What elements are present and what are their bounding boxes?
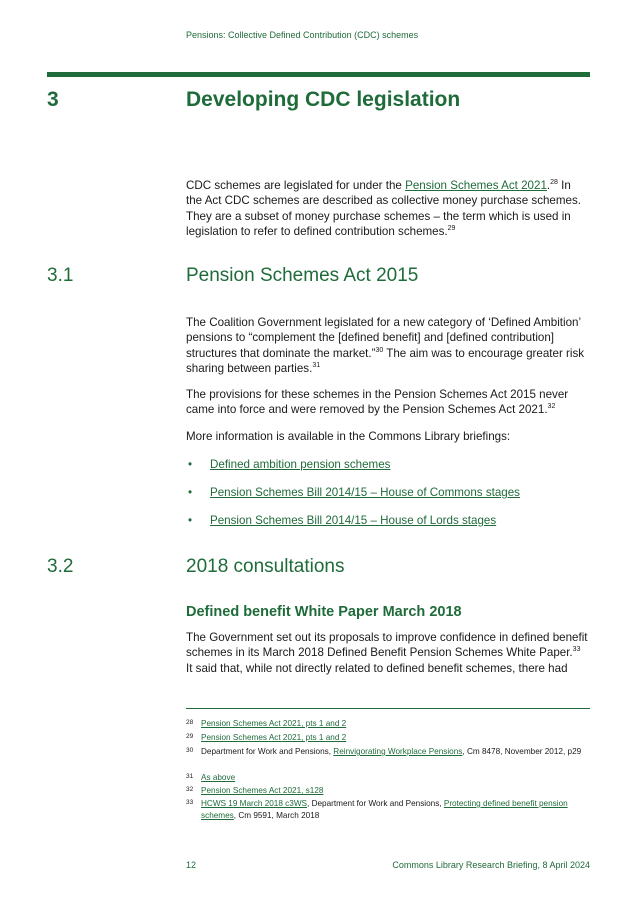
text: , Cm 8478, November 2012, p29 bbox=[462, 747, 582, 756]
section-title: Developing CDC legislation bbox=[186, 88, 461, 111]
section32-paragraph bbox=[186, 630, 590, 676]
running-header: Pensions: Collective Defined Contribution (CDC) schemes bbox=[186, 30, 419, 40]
footnote-link[interactable]: Pension Schemes Act 2021, pts 1 and 2 bbox=[201, 719, 347, 728]
footnote-number: 28 bbox=[186, 719, 194, 726]
footnote-number: 33 bbox=[186, 799, 194, 806]
briefing-link[interactable]: Defined ambition pension schemes bbox=[210, 458, 391, 471]
subheading: Defined benefit White Paper March 2018 bbox=[186, 604, 462, 620]
footnote-number: 31 bbox=[186, 773, 194, 780]
section3-paragraph bbox=[186, 178, 590, 239]
bullet-dot: • bbox=[188, 486, 193, 499]
text: . bbox=[546, 179, 551, 192]
text: , Cm 9591, March 2018 bbox=[233, 811, 320, 820]
pension-schemes-act-2021-link[interactable]: Pension Schemes Act 2021 bbox=[405, 179, 547, 192]
section-number: 3 bbox=[47, 88, 59, 111]
subsection-title: Pension Schemes Act 2015 bbox=[186, 265, 419, 286]
footnote-ref[interactable]: 31 bbox=[312, 362, 321, 370]
briefing-link[interactable]: Pension Schemes Bill 2014/15 – House of Commons stages bbox=[210, 486, 520, 499]
bullet-dot: • bbox=[188, 458, 193, 471]
footnote-link[interactable]: Pension Schemes Act 2021, pts 1 and 2 bbox=[201, 733, 347, 742]
footnote-number: 30 bbox=[186, 747, 194, 754]
text: The Government set out its proposals to improve confidence in defined benefit schemes in its March 2018 Defined Benefit Pension Schemes White Paper. bbox=[186, 631, 588, 660]
subsection-number: 3.1 bbox=[47, 265, 74, 286]
footnote-ref[interactable]: 29 bbox=[447, 225, 456, 233]
text: CDC schemes are legislated for under the bbox=[186, 179, 406, 192]
footnote-link[interactable]: Protecting defined benefit pension schemes bbox=[201, 799, 568, 820]
footnote-link[interactable]: HCWS 19 March 2018 c3WS bbox=[201, 799, 308, 808]
section31-paragraph-1 bbox=[186, 315, 590, 376]
footnote-link[interactable]: Reinvigorating Workplace Pensions bbox=[333, 747, 463, 756]
section31-paragraph-2 bbox=[186, 387, 590, 418]
briefing-link[interactable]: Pension Schemes Bill 2014/15 – House of Lords stages bbox=[210, 514, 497, 527]
text: The provisions for these schemes in the Pension Schemes Act 2015 never came into force and were removed by the Pension Schemes Act 2021. bbox=[186, 388, 569, 417]
text: The aim was to encourage greater risk sharing between parties. bbox=[186, 346, 585, 375]
footnote-link[interactable]: As above bbox=[201, 773, 236, 782]
text: It said that, while not directly related to defined benefit schemes, there had bbox=[186, 661, 568, 675]
text: In the Act CDC schemes are described as collective money purchase schemes. They are a subset of money purchase schemes – the term which is used in legislation to refer to defined contribution schemes. bbox=[186, 179, 582, 238]
section31-paragraph-3: More information is available in the Commons Library briefings: bbox=[186, 430, 511, 443]
footnote-number: 29 bbox=[186, 733, 194, 740]
publication-footer: Commons Library Research Briefing, 8 April 2024 bbox=[392, 860, 590, 870]
top-rule bbox=[47, 72, 590, 77]
page-number: 12 bbox=[186, 860, 197, 870]
text: , Department for Work and Pensions, bbox=[307, 799, 444, 808]
footnote-ref[interactable]: 32 bbox=[547, 403, 556, 411]
footnote-rule bbox=[186, 708, 590, 709]
subsection-number: 3.2 bbox=[47, 556, 74, 577]
footnote-ref[interactable]: 30 bbox=[375, 346, 384, 354]
text: The Coalition Government legislated for a new category of ‘Defined Ambition’ pensions to “complement the [defined benefit] and [defined contribution] structures that dominate the market.” bbox=[186, 316, 581, 360]
footnote-link[interactable]: Pension Schemes Act 2021, s128 bbox=[201, 786, 324, 795]
footnote-number: 32 bbox=[186, 786, 194, 793]
footnote-ref[interactable]: 33 bbox=[572, 646, 581, 654]
footnote-ref[interactable]: 28 bbox=[550, 179, 558, 187]
bullet-dot: • bbox=[188, 514, 193, 527]
text: Department for Work and Pensions, bbox=[201, 747, 334, 756]
subsection-title: 2018 consultations bbox=[186, 556, 345, 577]
